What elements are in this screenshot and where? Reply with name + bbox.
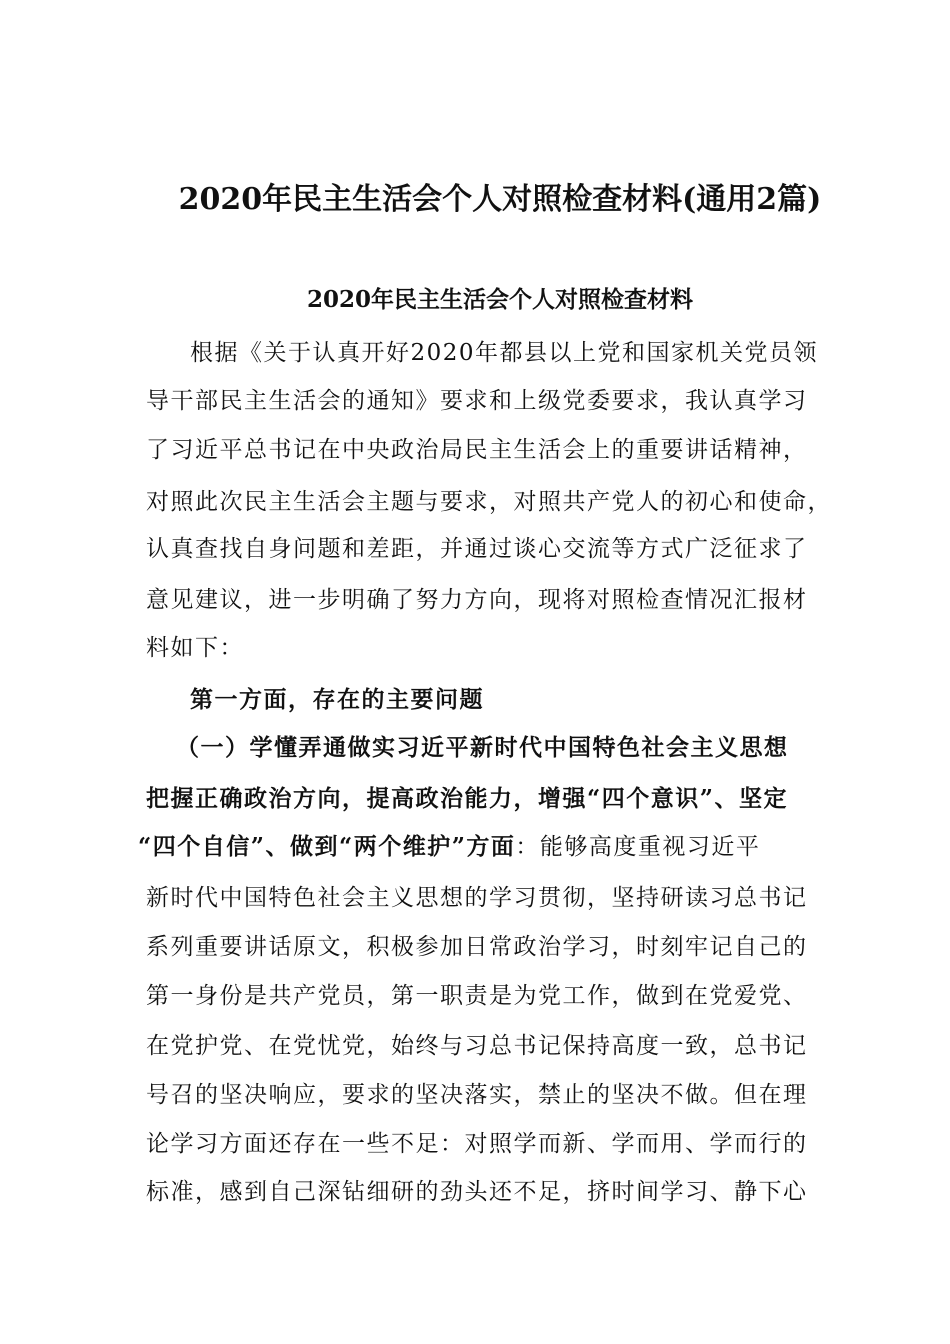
subheading-tail-normal: ：能够高度重视习近平: [515, 834, 761, 860]
subheading-tail-line: [138, 827, 818, 867]
subheading-line: （一）学懂弄通做实习近平新时代中国特色社会主义思想: [176, 734, 789, 761]
part-heading: 第一方面，存在的主要问题: [190, 686, 484, 713]
body-line: 新时代中国特色社会主义思想的学习贯彻，坚持研读习总书记: [146, 885, 808, 911]
body-line: 论学习方面还存在一些不足：对照学而新、学而用、学而行的: [146, 1131, 808, 1157]
body-line: 第一身份是共产党员，第一职责是为党工作，做到在党爱党、: [146, 983, 808, 1009]
subheading-line: 把握正确政治方向，提高政治能力，增强“四个意识”、坚定: [146, 785, 788, 812]
section-title: 2020年民主生活会个人对照检查材料: [306, 286, 693, 313]
intro-line: 料如下：: [146, 635, 244, 661]
intro-line: 根据《关于认真开好2020年都县以上党和国家机关党员领: [190, 340, 819, 366]
intro-line: 对照此次民主生活会主题与要求，对照共产党人的初心和使命，: [146, 489, 832, 515]
subheading-tail-bold: “四个自信”、做到“两个维护”方面: [138, 833, 516, 860]
intro-line: 意见建议，进一步明确了努力方向，现将对照检查情况汇报材: [146, 587, 808, 613]
body-line: 号召的坚决响应，要求的坚决落实，禁止的坚决不做。但在理: [146, 1082, 808, 1108]
intro-line: 导干部民主生活会的通知》要求和上级党委要求，我认真学习: [146, 388, 808, 414]
body-line: 标准，感到自己深钻细研的劲头还不足，挤时间学习、静下心: [146, 1179, 808, 1205]
intro-line: 认真查找自身问题和差距，并通过谈心交流等方式广泛征求了: [146, 536, 808, 562]
body-line: 在党护党、在党忧党，始终与习总书记保持高度一致，总书记: [146, 1033, 808, 1059]
intro-line: 了习近平总书记在中央政治局民主生活会上的重要讲话精神，: [146, 437, 808, 463]
document-title: 2020年民主生活会个人对照检查材料(通用2篇): [178, 182, 822, 217]
body-line: 系列重要讲话原文，积极参加日常政治学习，时刻牢记自己的: [146, 934, 808, 960]
